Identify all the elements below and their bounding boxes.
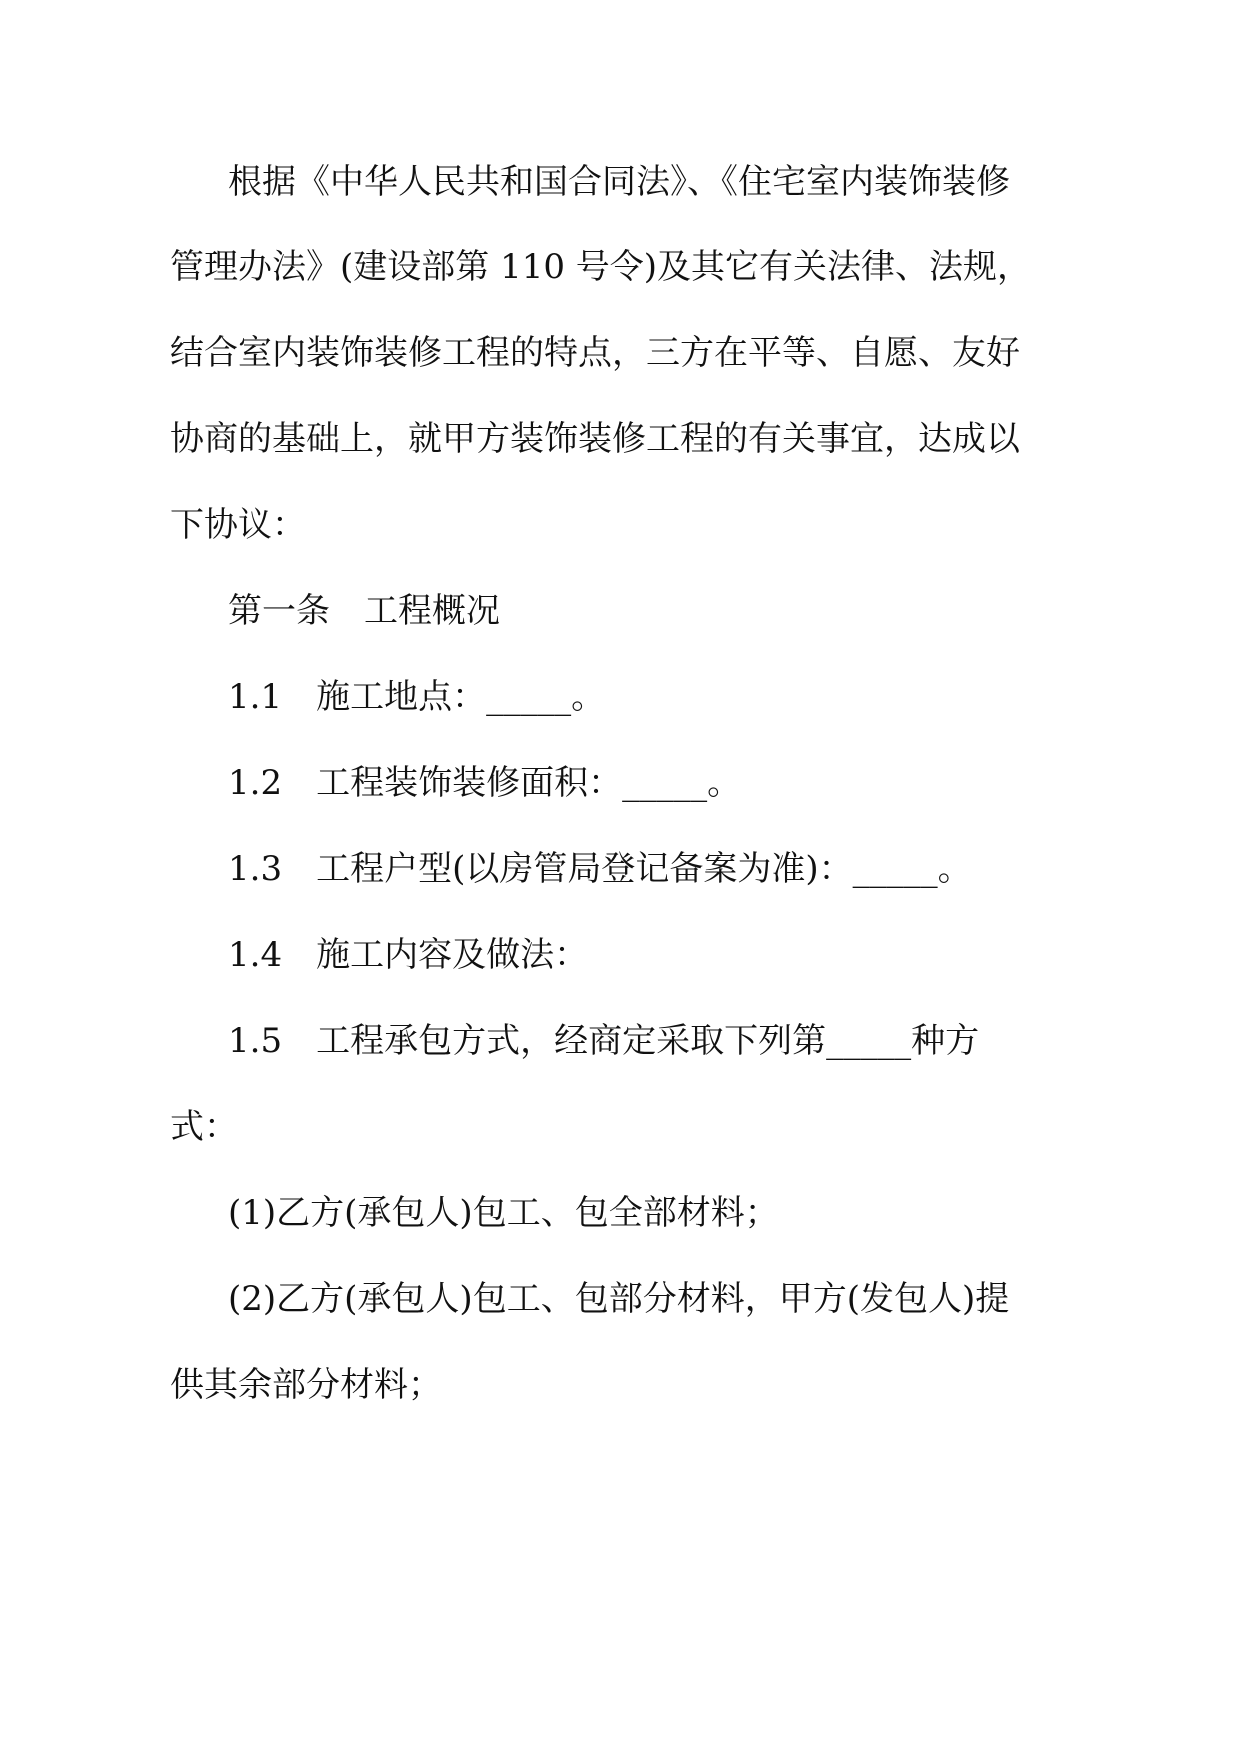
clause-1-5-line-2: 式： [170,1107,238,1147]
clause-1-5-line-1: 1.5 工程承包方式，经商定采取下列第_____种方 [228,1021,980,1061]
paragraph-intro-line-2: 管理办法》(建设部第 110 号令)及其它有关法律、法规， [170,247,1032,287]
clause-1-2: 1.2 工程装饰装修面积：_____。 [228,763,742,803]
option-2-line-2: 供其余部分材料； [170,1365,442,1405]
paragraph-intro-line-1: 根据《中华人民共和国合同法》、《住宅室内装饰装修 [228,162,1010,202]
clause-1-1: 1.1 施工地点：_____。 [228,677,606,717]
option-1: (1)乙方(承包人)包工、包全部材料； [228,1193,779,1233]
article-1-heading: 第一条 工程概况 [228,591,500,631]
paragraph-intro-line-4: 协商的基础上，就甲方装饰装修工程的有关事宜，达成以 [170,419,1020,459]
clause-1-4: 1.4 施工内容及做法： [228,935,589,975]
option-2-line-1: (2)乙方(承包人)包工、包部分材料，甲方(发包人)提 [228,1279,1010,1319]
paragraph-intro-line-5: 下协议： [170,505,306,545]
paragraph-intro-line-3: 结合室内装饰装修工程的特点，三方在平等、自愿、友好 [170,333,1020,373]
clause-1-3: 1.3 工程户型(以房管局登记备案为准)：_____。 [228,849,972,889]
